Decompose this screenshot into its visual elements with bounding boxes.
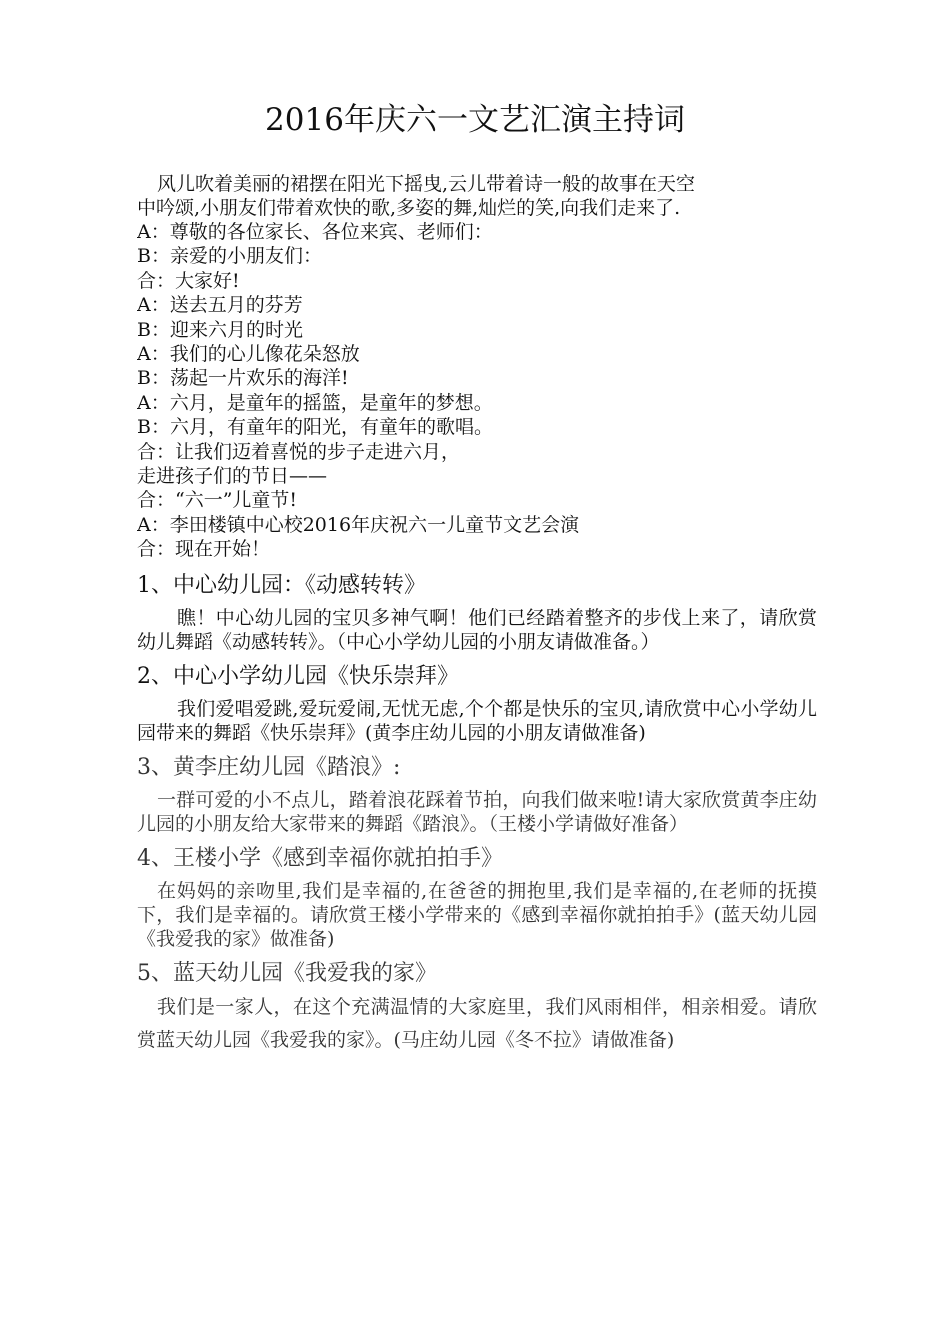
section-body: 一群可爱的小不点儿，踏着浪花踩着节拍，向我们做来啦!请大家欣赏黄李庄幼儿园的小朋友给大家带来的舞蹈《踏浪》。（王楼小学请做好准备） [137, 789, 817, 836]
program-section [137, 662, 817, 745]
section-heading: 4、王楼小学《感到幸福你就拍拍手》 [137, 846, 503, 872]
dialogue-line: 走进孩子们的节日—— [137, 464, 328, 487]
dialogue-line: A：送去五月的芬芳 [137, 294, 303, 317]
intro-line: 风儿吹着美丽的裙摆在阳光下摇曳,云儿带着诗一般的故事在天空 [157, 173, 696, 195]
dialogue-line: A：尊敬的各位家长、各位来宾、老师们： [137, 221, 493, 243]
section-heading: 1、中心幼儿园：《动感转转》 [137, 573, 426, 599]
section-heading: 2、中心小学幼儿园《快乐崇拜》 [137, 664, 459, 690]
section-body: 我们是一家人，在这个充满温情的大家庭里，我们风雨相伴，相亲相爱。请欣赏蓝天幼儿园《我爱我的家》。(马庄幼儿园《冬不拉》请做准备) [137, 996, 817, 1052]
dialogue-line: B：迎来六月的时光 [137, 318, 303, 341]
dialogue-line: A：李田楼镇中心校2016年庆祝六一儿童节文艺会演 [137, 513, 580, 536]
dialogue-line: A：六月，是童年的摇篮，是童年的梦想。 [137, 391, 493, 414]
intro-line: 中吟颂,小朋友们带着欢快的歌,多姿的舞,灿烂的笑,向我们走来了. [137, 197, 681, 219]
document-content [137, 172, 817, 1057]
section-heading: 3、黄李庄幼儿园《踏浪》: [137, 755, 401, 781]
dialogue-line: 合：让我们迈着喜悦的步子走进六月， [137, 440, 461, 463]
dialogue-line: 合：“六一”儿童节! [137, 489, 298, 512]
dialogue-line: A：我们的心儿像花朵怒放 [137, 342, 360, 365]
host-dialogue [137, 220, 817, 561]
program-section [137, 844, 817, 951]
section-body: 我们爱唱爱跳,爱玩爱闹,无忧无虑,个个都是快乐的宝贝,请欣赏中心小学幼儿园带来的舞蹈《快乐崇拜》(黄李庄幼儿园的小朋友请做准备) [137, 698, 817, 745]
program-section [137, 753, 817, 836]
program-section [137, 959, 817, 1057]
section-body: 瞧！中心幼儿园的宝贝多神气啊！他们已经踏着整齐的步伐上来了，请欣赏幼儿舞蹈《动感转转》。（中心小学幼儿园的小朋友请做准备。） [137, 607, 817, 654]
section-body: 在妈妈的亲吻里,我们是幸福的,在爸爸的拥抱里,我们是幸福的,在老师的抚摸下，我们是幸福的。请欣赏王楼小学带来的《感到幸福你就拍拍手》(蓝天幼儿园《我爱我的家》做准备) [137, 880, 817, 951]
section-heading: 5、蓝天幼儿园《我爱我的家》 [137, 961, 437, 987]
intro-paragraph [137, 172, 817, 220]
dialogue-line: B：亲爱的小朋友们： [137, 245, 322, 268]
document-title: 2016年庆六一文艺汇演主持词 [265, 102, 685, 138]
dialogue-line: B：荡起一片欢乐的海洋! [137, 367, 349, 390]
dialogue-line: 合：现在开始！ [137, 538, 271, 561]
dialogue-line: 合：大家好! [137, 269, 240, 292]
program-section [137, 571, 817, 654]
dialogue-line: B：六月，有童年的阳光，有童年的歌唱。 [137, 416, 493, 439]
